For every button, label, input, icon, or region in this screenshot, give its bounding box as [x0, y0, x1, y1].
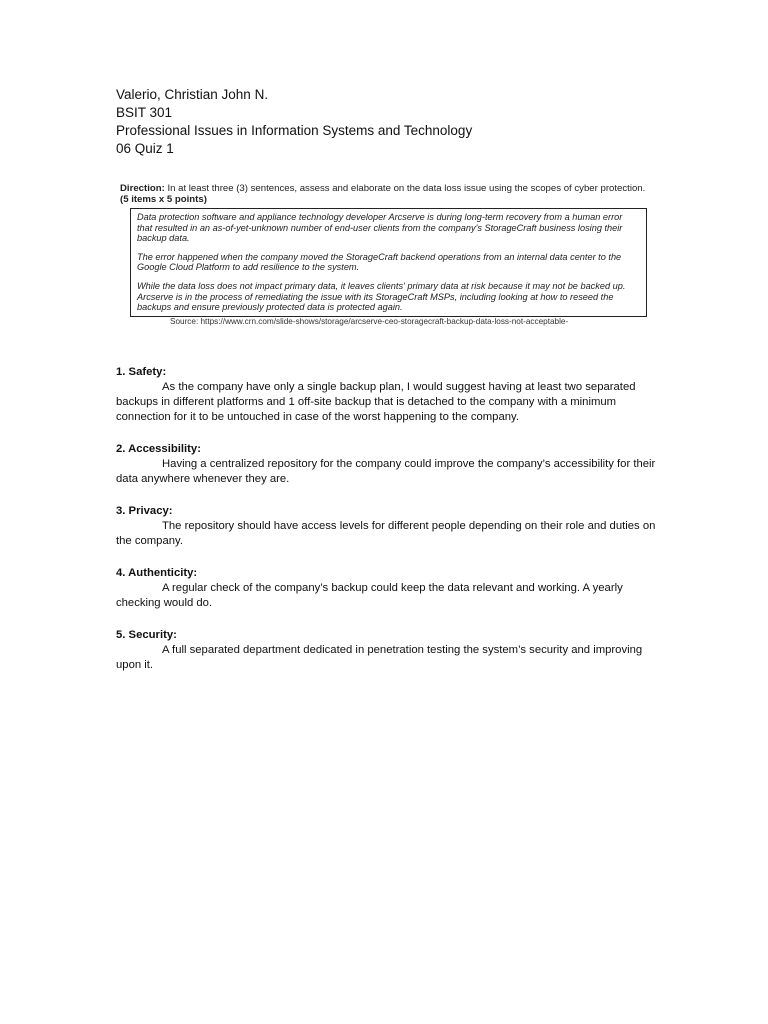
answers-section [116, 365, 656, 690]
direction-label: Direction: [120, 183, 165, 194]
answer-body: A regular check of the company’s backup could keep the data relevant and working. A yearly checking would do. [116, 582, 623, 609]
answer-body: Having a centralized repository for the company could improve the company’s accessibility for their data anywhere whenever they are. [116, 458, 656, 485]
quiz-prompt-figure [118, 183, 652, 327]
answer-body: A full separated department dedicated in penetration testing the system’s security and improving upon it. [116, 644, 643, 671]
answer-item-authenticity [116, 566, 656, 611]
excerpt-paragraph-1: Data protection software and appliance technology developer Arcserve is during long-term recovery from a human error that resulted in an as-of-yet-unknown number of end-user clients from the company's StorageCraft business losing their backup data. [137, 212, 623, 244]
student-section: BSIT 301 [116, 105, 173, 120]
answer-item-security [116, 628, 656, 673]
answer-title: 1. Safety: [116, 366, 167, 378]
answer-item-safety [116, 365, 656, 425]
student-name: Valerio, Christian John N. [116, 87, 269, 102]
answer-body: The repository should have access levels for different people depending on their role and duties on the company. [116, 520, 656, 547]
quiz-title: 06 Quiz 1 [116, 141, 174, 156]
article-excerpt-box [130, 208, 647, 317]
excerpt-paragraph-3: While the data loss does not impact primary data, it leaves clients' primary data at risk because it may not be backed up. Arcserve is in the process of remediating the issue with its StorageCraft MSPs, including looking at how to reseed the backups and ensure previously protected data is protected again. [137, 280, 626, 313]
source-citation: Source: https://www.crn.com/slide-shows/storage/arcserve-ceo-storagecraft-backup-data-loss-not-acceptable- [170, 316, 569, 326]
answer-title: 5. Security: [116, 629, 177, 641]
answer-title: 4. Authenticity: [116, 567, 198, 579]
answer-body: As the company have only a single backup plan, I would suggest having at least two separated backups in different platforms and 1 off-site backup that is detached to the company with a minimum connection for it to be untouched in case of the worst happening to the company. [116, 381, 636, 423]
direction-points: (5 items x 5 points) [120, 194, 207, 205]
document-header [116, 86, 676, 158]
answer-item-accessibility [116, 442, 656, 487]
answer-title: 2. Accessibility: [116, 443, 201, 455]
course-title: Professional Issues in Information Systems and Technology [116, 123, 473, 138]
answer-title: 3. Privacy: [116, 505, 173, 517]
direction-body: In at least three (3) sentences, assess and elaborate on the data loss issue using the scopes of cyber protection. [164, 183, 646, 194]
answer-item-privacy [116, 504, 656, 549]
excerpt-paragraph-2: The error happened when the company moved the StorageCraft backend operations from an internal data center to the Google Cloud Platform to add resilience to the system. [137, 251, 622, 273]
direction-text [120, 183, 652, 205]
